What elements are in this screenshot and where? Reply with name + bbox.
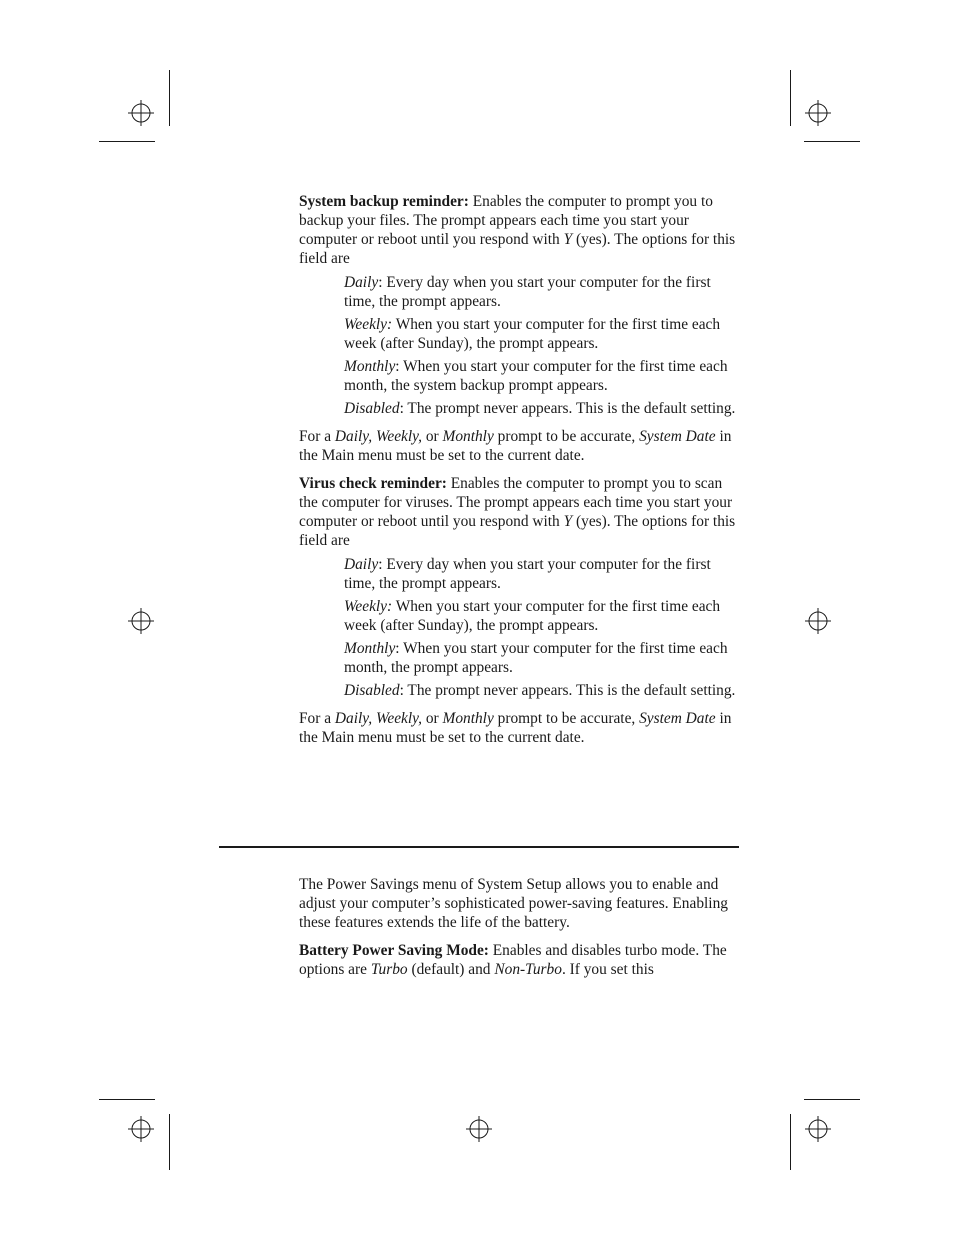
option-text: : The prompt never appears. This is the default setting. [399, 400, 736, 417]
option-daily [299, 273, 741, 311]
system-backup-note [299, 427, 741, 465]
power-savings-section [299, 875, 741, 988]
note-text: in the Main menu must be set to the current date. [299, 710, 732, 746]
system-backup-paragraph [299, 192, 741, 268]
virus-check-intro-end: (yes). The options for this field are [299, 513, 736, 549]
crop-mark [169, 1114, 170, 1170]
option-text: : When you start your computer for the first time each month, the prompt appears. [344, 640, 728, 676]
battery-text: . If you set this [561, 961, 654, 978]
crop-mark [790, 1114, 791, 1170]
note-term: System Date [639, 710, 716, 727]
option-weekly [299, 315, 741, 353]
note-term: Daily, Weekly, [334, 710, 422, 727]
registration-mark-icon [126, 1114, 156, 1144]
note-term: Monthly [442, 428, 494, 445]
option-term: Non-Turbo [494, 961, 562, 978]
virus-check-intro: Enables the computer to prompt you to scan the computer for viruses. The prompt appears each time you start your computer or reboot until you respond with [299, 475, 733, 530]
option-text: When you start your computer for the first time each week (after Sunday), the prompt appears. [344, 316, 721, 352]
note-text: or [421, 710, 443, 727]
battery-mode-lead: Battery Power Saving Mode: [299, 942, 489, 959]
system-backup-intro: Enables the computer to prompt you to backup your files. The prompt appears each time you start your computer or reboot until you respond with [299, 193, 713, 248]
registration-mark-icon [803, 98, 833, 128]
option-term: Weekly: [344, 316, 393, 333]
note-text: prompt to be accurate, [493, 428, 640, 445]
option-disabled [299, 399, 741, 418]
option-text: : Every day when you start your computer for the first time, the prompt appears. [344, 274, 711, 310]
note-term: Monthly [442, 710, 494, 727]
option-term: Daily [344, 274, 379, 291]
option-daily [299, 555, 741, 593]
main-content [299, 192, 741, 752]
virus-check-paragraph [299, 474, 741, 550]
battery-mode-paragraph [299, 941, 741, 979]
option-term: Disabled [344, 400, 400, 417]
virus-check-lead: Virus check reminder: [299, 475, 447, 492]
note-term: System Date [639, 428, 716, 445]
option-disabled [299, 681, 741, 700]
note-term: Daily, Weekly, [334, 428, 422, 445]
section-divider [219, 846, 739, 848]
crop-mark [790, 70, 791, 126]
yes-key: Y [563, 231, 573, 248]
registration-mark-icon [126, 606, 156, 636]
option-text: : Every day when you start your computer for the first time, the prompt appears. [344, 556, 711, 592]
battery-text: Enables and disables turbo mode. The options are [299, 942, 727, 978]
registration-mark-icon [803, 606, 833, 636]
note-text: in the Main menu must be set to the current date. [299, 428, 732, 464]
note-text: or [421, 428, 443, 445]
option-text: : The prompt never appears. This is the default setting. [399, 682, 736, 699]
system-backup-lead: System backup reminder: [299, 193, 469, 210]
registration-mark-icon [126, 98, 156, 128]
option-text: : When you start your computer for the first time each month, the system backup prompt appears. [344, 358, 728, 394]
crop-mark [804, 1099, 860, 1100]
option-monthly [299, 639, 741, 677]
virus-check-note [299, 709, 741, 747]
option-text: When you start your computer for the first time each week (after Sunday), the prompt appears. [344, 598, 721, 634]
option-term: Disabled [344, 682, 400, 699]
crop-mark [99, 1099, 155, 1100]
option-monthly [299, 357, 741, 395]
option-term: Monthly [344, 640, 396, 657]
option-term: Weekly: [344, 598, 393, 615]
option-term: Daily [344, 556, 379, 573]
power-savings-intro: The Power Savings menu of System Setup allows you to enable and adjust your computer’s sophisticated power-saving features. Enabling these features extends the life of the battery. [299, 876, 728, 931]
yes-key: Y [563, 513, 573, 530]
registration-mark-icon [464, 1114, 494, 1144]
note-text: prompt to be accurate, [493, 710, 640, 727]
registration-mark-icon [803, 1114, 833, 1144]
option-term: Monthly [344, 358, 396, 375]
crop-mark [169, 70, 170, 126]
note-text: For a [299, 710, 335, 727]
note-text: For a [299, 428, 335, 445]
battery-text: (default) and [407, 961, 495, 978]
option-term: Turbo [370, 961, 408, 978]
system-backup-intro-end: (yes). The options for this field are [299, 231, 736, 267]
option-weekly [299, 597, 741, 635]
crop-mark [99, 141, 155, 142]
crop-mark [804, 141, 860, 142]
